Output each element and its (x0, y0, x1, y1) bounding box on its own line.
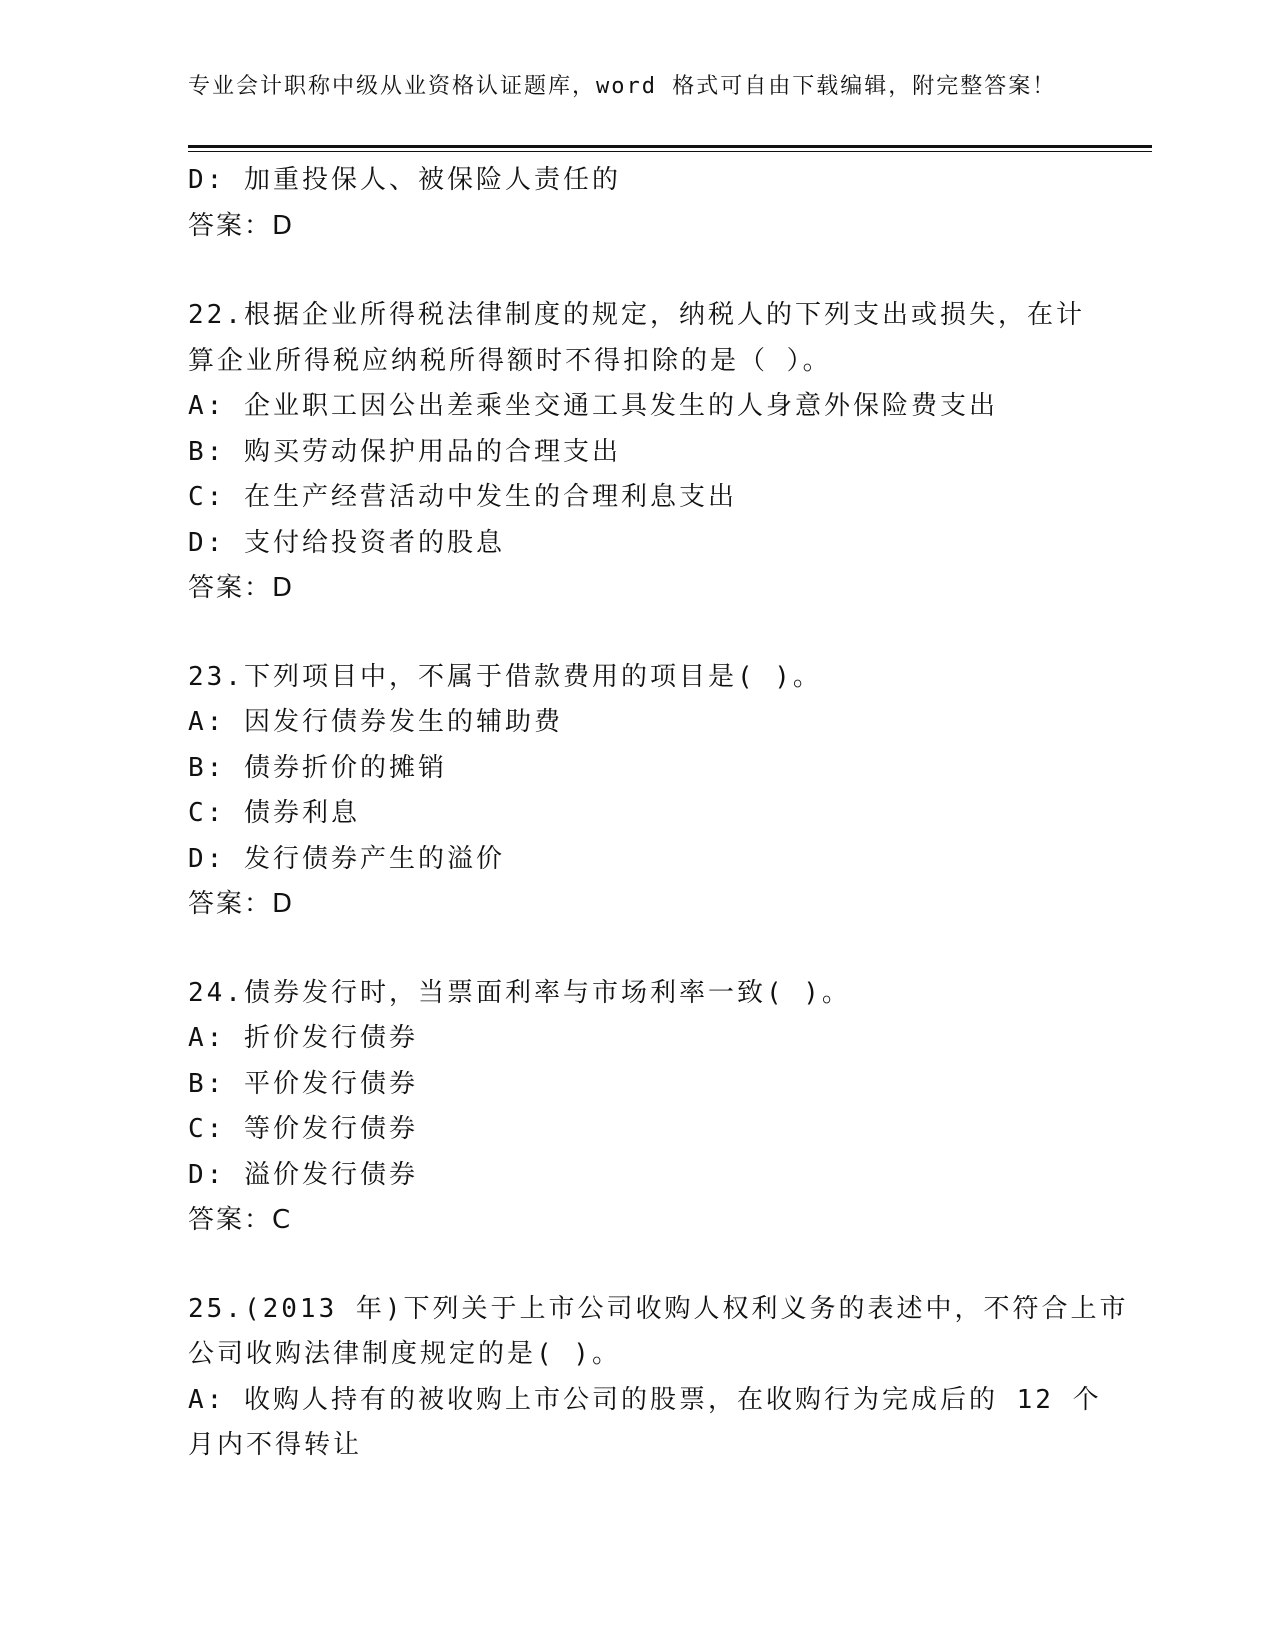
q22-option-b: B: 购买劳动保护用品的合理支出 (188, 436, 621, 467)
prev-option-d: D: 加重投保人、被保险人责任的 (188, 165, 621, 195)
q24-answer: 答案：C (188, 1205, 293, 1235)
spacer (188, 928, 1088, 971)
q22-option-a: A: 企业职工因公出差乘坐交通工具发生的人身意外保险费支出 (188, 391, 998, 421)
q22-option-c: C: 在生产经营活动中发生的合理利息支出 (188, 482, 737, 512)
q24-stem-line1: 24.债券发行时，当票面利率与市场利率一致( )。 (188, 977, 851, 1008)
q22-option-d: D: 支付给投资者的股息 (188, 527, 505, 558)
q24-option-d: D: 溢价发行债券 (188, 1159, 418, 1190)
header-rule-thin (188, 151, 1152, 152)
q25-option-a-line1: A: 收购人持有的被收购上市公司的股票，在收购行为完成后的 12 个 (188, 1384, 1102, 1415)
q22-answer: 答案：D (188, 573, 295, 603)
q25-stem-line1: 25.(2013 年)下列关于上市公司收购人权利义务的表述中，不符合上市 (188, 1293, 1129, 1324)
q22-stem-line1: 22.根据企业所得税法律制度的规定，纳税人的下列支出或损失，在计 (188, 300, 1085, 330)
q25-stem-line2: 公司收购法律制度规定的是( )。 (188, 1339, 621, 1369)
q24-option-a: A: 折价发行债券 (188, 1023, 418, 1053)
q24-option-b: B: 平价发行债券 (188, 1068, 418, 1099)
q23-option-a: A: 因发行债券发生的辅助费 (188, 707, 563, 737)
header-rule-thick (188, 145, 1152, 148)
q23-stem-line1: 23.下列项目中，不属于借款费用的项目是( )。 (188, 661, 822, 692)
q23-answer: 答案：D (188, 889, 295, 919)
prev-answer: 答案：D (188, 210, 295, 241)
q24-option-c: C: 等价发行债券 (188, 1114, 418, 1144)
q23-option-d: D: 发行债券产生的溢价 (188, 843, 505, 874)
q23-option-b: B: 债券折价的摊销 (188, 752, 447, 783)
q25-option-a-line2: 月内不得转让 (188, 1430, 363, 1460)
spacer (188, 249, 1088, 293)
question-content (188, 158, 1129, 1469)
spacer (188, 612, 1088, 655)
spacer (188, 1244, 1088, 1287)
q22-stem-line2: 算企业所得税应纳税所得额时不得扣除的是（ ）。 (188, 345, 832, 376)
page-header: 专业会计职称中级从业资格认证题库，word 格式可自由下载编辑，附完整答案！ (188, 74, 1057, 99)
q23-option-c: C: 债券利息 (188, 798, 360, 828)
